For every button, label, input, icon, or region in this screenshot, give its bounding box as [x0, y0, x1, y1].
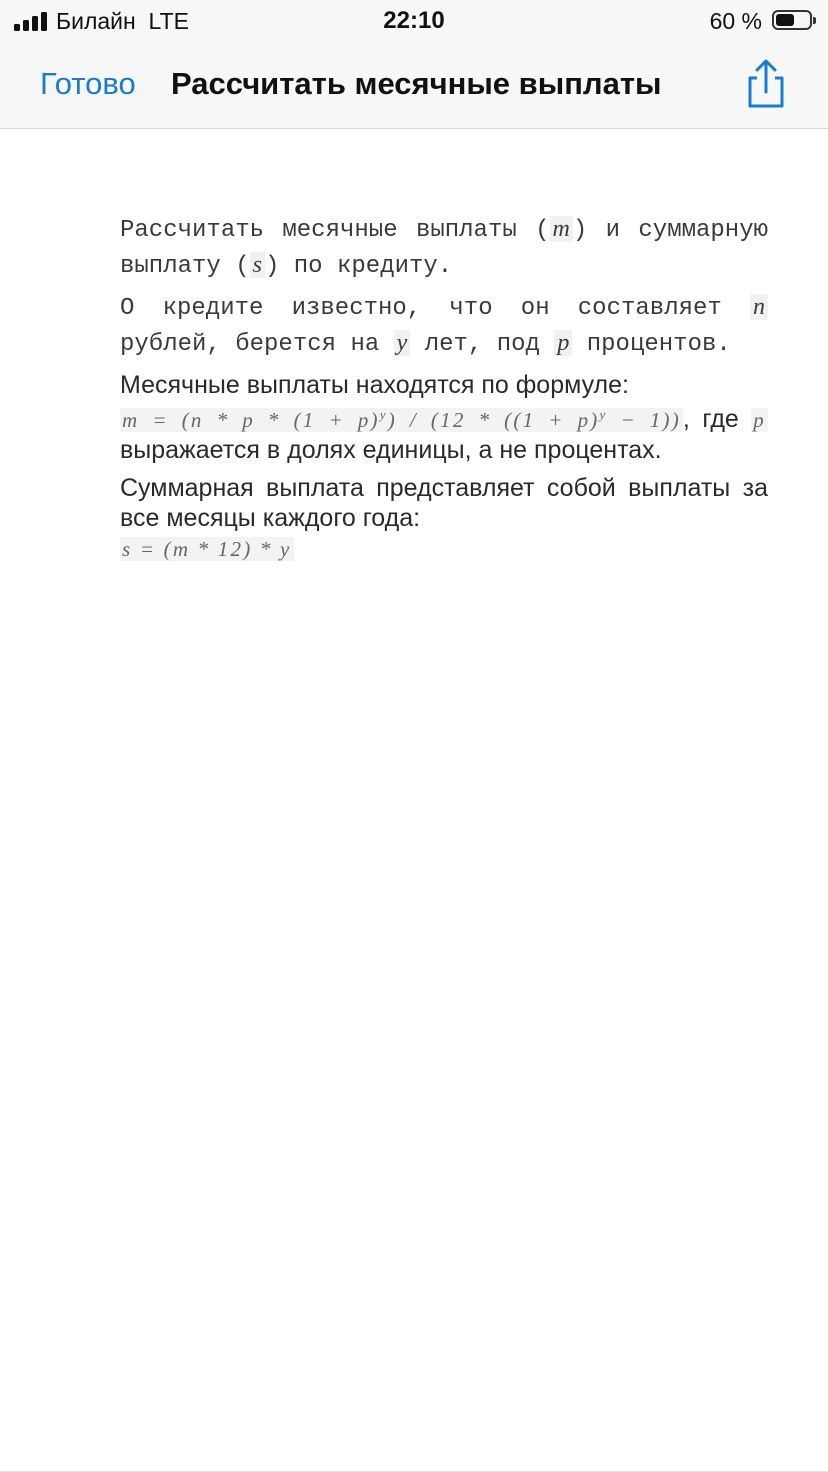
variable-y: y	[394, 330, 411, 356]
share-icon	[742, 58, 790, 110]
monthly-formula: $m = (n * p * (1 + p)^y) / (12 * ((1 + p)^y - 1))$	[122, 407, 681, 432]
total-formula: s = (m * 12) * y	[122, 537, 292, 561]
monthly-formula-intro: Месячные выплаты находятся по формуле:	[120, 371, 629, 399]
page-title: Рассчитать месячные выплаты	[171, 66, 662, 101]
variable-p: p	[554, 330, 572, 356]
variable-p-inline: p	[753, 408, 766, 432]
status-time: 22:10	[383, 7, 445, 34]
carrier-name: Билайн	[56, 8, 136, 34]
variable-s: s	[250, 252, 265, 278]
variable-m: m	[550, 216, 573, 242]
navigation-bar	[0, 44, 828, 129]
total-formula-paragraph	[120, 473, 768, 564]
battery-percent: 60 %	[709, 8, 762, 34]
done-button[interactable]: Готово	[40, 66, 136, 101]
variable-n: n	[750, 294, 768, 320]
task-paragraph: Рассчитать месячные выплаты ( m ) и суммарную выплату ( s ) по кредиту.	[120, 216, 769, 280]
total-formula-intro: Суммарная выплата представляет собой выплаты за все месяцы каждого года:	[120, 474, 768, 532]
monthly-formula-paragraph: Месячные выплаты находятся по формуле: $m = (n * p * (1 + p)^y) / (12 * ((1 + p)^y - 1))$, где p выражается в долях единицы, а не процентах.	[120, 371, 766, 464]
document-content	[120, 212, 768, 564]
network-type: LTE	[148, 8, 189, 34]
loan-paragraph: О кредите известно, что он составляет n рублей, берется на y лет, под p процентов.	[120, 290, 768, 362]
share-button[interactable]	[742, 58, 790, 110]
status-bar	[0, 0, 828, 44]
battery-icon	[772, 10, 812, 30]
